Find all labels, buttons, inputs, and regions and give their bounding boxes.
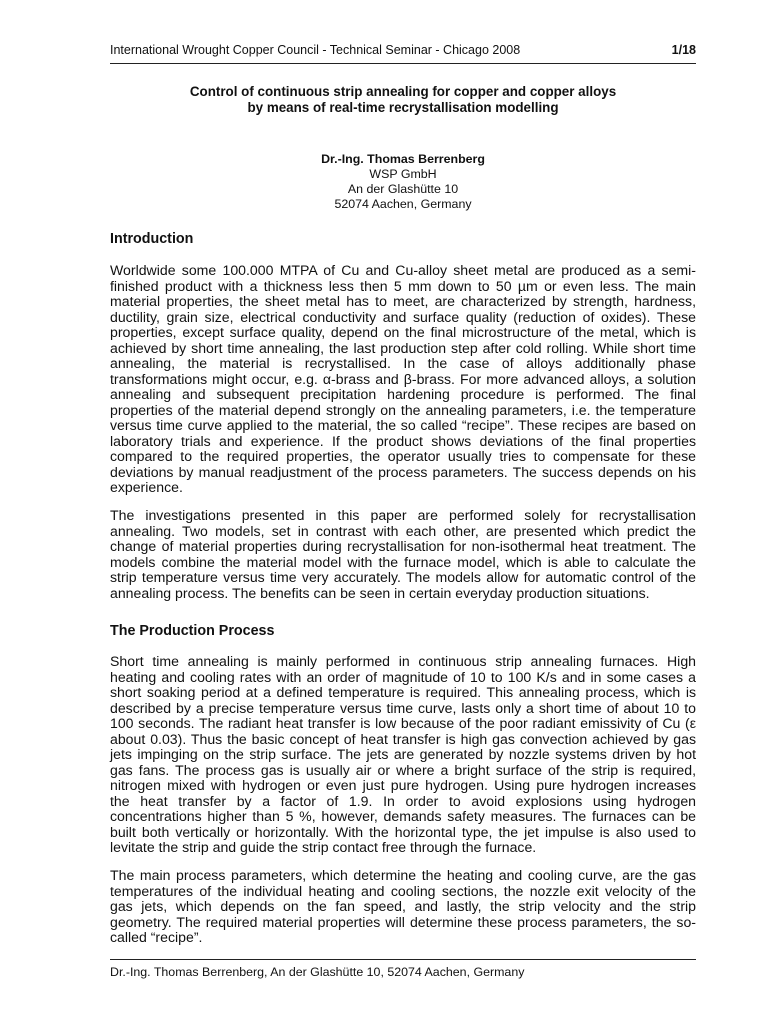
paper-title <box>110 84 696 116</box>
text-line: annealing, the material is recrystallised. In the case of alloys additionally phase <box>110 355 696 371</box>
text-line: Short time annealing is mainly performed in continuous strip annealing furnaces. High <box>110 653 696 669</box>
author-name: Dr.-Ing. Thomas Berrenberg <box>321 152 485 166</box>
text-line: heating and cooling rates with an order of magnitude of 10 to 100 K/s and in some cases a <box>110 668 696 685</box>
section-production-heading <box>110 622 696 640</box>
text-line: transformations might occur, e.g. α-brass and β-brass. For more advanced alloys, a solution <box>110 370 696 387</box>
production-paragraph-1 <box>110 654 696 856</box>
text-line: material properties, the sheet metal has to meet, are characterized by strength, hardness, <box>110 293 696 309</box>
text-line: about 0.03). Thus the basic concept of heat transfer is high gas convection achieved by gas <box>110 730 696 747</box>
text-line: annealing and subsequent precipitation hardening procedure is performed. The final <box>110 386 696 402</box>
text-line: ductility, grain size, electrical conductivity and surface quality (reduction of oxides). These <box>110 308 696 325</box>
conference-title: International Wrought Copper Council - Technical Seminar - Chicago 2008 <box>110 43 521 57</box>
introduction-paragraph-2 <box>110 508 696 601</box>
text-line: strip temperature versus time very accurately. The models allow for automatic control of the <box>110 569 696 585</box>
text-line: jets impinging on the strip surface. The jets are generated by nozzle systems driven by hot <box>110 746 696 762</box>
header-divider <box>110 63 696 64</box>
text-line: laboratory trials and experience. If the product shows deviations of the final properties <box>110 432 696 449</box>
text-line: achieved by short time annealing, the last production step after cold rolling. While short time <box>110 339 696 356</box>
paper-title-line-1: Control of continuous strip annealing for copper and copper alloys <box>189 84 617 99</box>
text-line: annealing process. The benefits can be seen in certain everyday production situations. <box>110 584 650 601</box>
text-line: concentrations higher than 5 %, however, demands safety measures. The furnaces can be <box>110 808 696 824</box>
text-line: The main process parameters, which determine the heating and cooling curve, are the gas <box>110 867 696 883</box>
text-line: deviations by manual readjustment of the process parameters. The success depends on his <box>110 463 696 480</box>
production-paragraph-2 <box>110 868 696 946</box>
running-footer: Dr.-Ing. Thomas Berrenberg, An der Glashütte 10, 52074 Aachen, Germany <box>110 965 525 979</box>
text-line: short soaking period at a defined temperature is required. This annealing process, which is <box>110 684 696 700</box>
text-line: annealing. Two models, set in contrast with each other, are presented which predict the <box>110 522 696 539</box>
text-line: finished product with a thickness less then 5 mm down to 50 µm or even less. The main <box>110 277 696 294</box>
footer-divider <box>110 959 696 960</box>
text-line: the heat transfer by a factor of 1.9. In order to avoid explosions using hydrogen <box>110 792 696 809</box>
text-line: experience. <box>110 479 183 495</box>
text-line: 100 seconds. The radiant heat transfer is low because of the poor radiant emissivity of Cu (ε <box>110 715 696 731</box>
text-line: temperatures of the individual heating and cooling sections, the nozzle exit velocity of the <box>110 882 696 899</box>
introduction-paragraph-1 <box>110 263 696 496</box>
text-line: versus time curve applied to the material, the so called “recipe”. These recipes are based on <box>110 417 696 433</box>
paper-title-line-2: by means of real-time recrystallisation modelling <box>247 100 559 115</box>
text-line: described by a precise temperature versus time curve, lasts only a short time of about 10 to <box>110 699 696 716</box>
section-introduction-heading <box>110 230 696 248</box>
text-line: The investigations presented in this paper are performed solely for recrystallisation <box>110 507 696 523</box>
page-number: 1/18 <box>671 43 696 57</box>
author-company: WSP GmbH <box>369 167 437 181</box>
text-line: compared to the required properties, the operator usually tries to compensate for these <box>110 448 696 464</box>
running-header <box>110 40 696 60</box>
text-line: geometry. The required material properties will determine these process parameters, the so- <box>110 913 696 930</box>
text-line: models combine the material model with the furnace model, which is able to calculate the <box>110 553 696 570</box>
section-heading: Introduction <box>110 231 194 247</box>
text-line: nitrogen mixed with hydrogen or even just pure hydrogen. Using pure hydrogen increases <box>110 777 696 793</box>
text-line: properties, except surface quality, depend on the final microstructure of the metal, which is <box>110 324 696 340</box>
text-line: Worldwide some 100.000 MTPA of Cu and Cu-alloy sheet metal are produced as a semi- <box>110 262 696 278</box>
text-line: gas fans. The process gas is usually air or where a bright surface of the strip is required, <box>110 761 696 778</box>
section-heading: The Production Process <box>110 623 275 639</box>
author-block <box>110 152 696 212</box>
text-line: properties of the material depend strongly on the annealing parameters, i.e. the temperature <box>110 401 696 418</box>
text-line: change of material properties during recrystallisation for non-isothermal heat treatment. The <box>110 538 696 554</box>
text-line: levitate the strip and guide the strip contact free through the furnace. <box>110 839 537 855</box>
author-street: An der Glashütte 10 <box>347 182 459 196</box>
text-line: gas jets, which depends on the fan speed, and lastly, the strip velocity and the strip <box>110 898 696 914</box>
author-city: 52074 Aachen, Germany <box>334 197 472 211</box>
document-page <box>110 0 696 1024</box>
text-line: called “recipe”. <box>110 929 203 945</box>
text-line: built both vertically or horizontally. With the horizontal type, the jet impulse is also used to <box>110 823 696 840</box>
